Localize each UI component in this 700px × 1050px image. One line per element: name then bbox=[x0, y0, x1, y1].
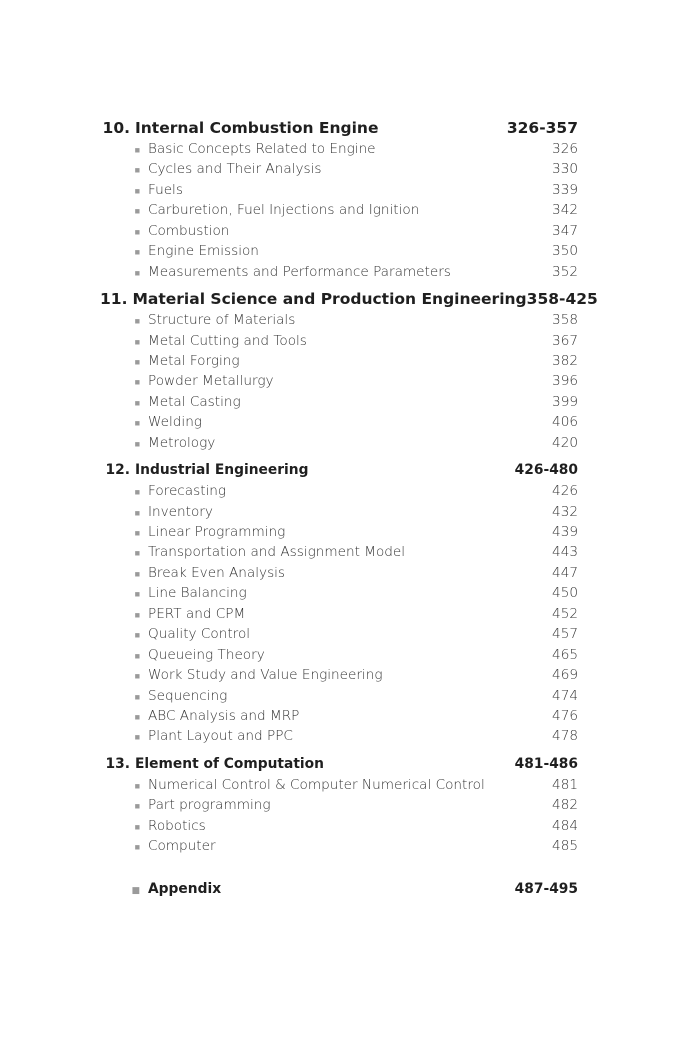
entry-page: 432 bbox=[552, 503, 578, 520]
toc-entry[interactable] bbox=[100, 241, 578, 261]
toc-entry[interactable] bbox=[100, 563, 578, 583]
entry-page: 426 bbox=[552, 483, 578, 500]
entry-page: 447 bbox=[552, 564, 578, 581]
entry-title: Forecasting bbox=[148, 483, 227, 500]
toc-entry[interactable] bbox=[100, 726, 578, 746]
entry-title: PERT and CPM bbox=[148, 605, 246, 622]
entry-title: Part programming bbox=[148, 797, 271, 814]
toc-entry[interactable] bbox=[100, 686, 578, 706]
bullet-icon: ■ bbox=[134, 712, 140, 723]
bullet-icon: ■ bbox=[134, 488, 140, 499]
entry-title: Combustion bbox=[148, 222, 230, 239]
entry-title: Structure of Materials bbox=[148, 312, 296, 329]
entry-title: Transportation and Assignment Model bbox=[148, 544, 406, 561]
entry-title: Inventory bbox=[148, 503, 213, 520]
bullet-icon: ■ bbox=[134, 227, 140, 238]
bullet-icon: ■ bbox=[134, 357, 140, 368]
chapter-page-range: 481-486 bbox=[514, 755, 578, 772]
entry-page: 452 bbox=[552, 605, 578, 622]
entry-page: 342 bbox=[552, 202, 578, 219]
entry-page: 406 bbox=[552, 414, 578, 431]
bullet-icon: ■ bbox=[134, 631, 140, 642]
bullet-icon: ■ bbox=[134, 268, 140, 279]
entry-title: Robotics bbox=[148, 817, 206, 834]
bullet-icon: ■ bbox=[134, 439, 140, 450]
bullet-icon: ■ bbox=[134, 781, 140, 792]
bullet-icon: ■ bbox=[134, 378, 140, 389]
bullet-icon: ■ bbox=[134, 398, 140, 409]
entry-page: 443 bbox=[552, 544, 578, 561]
entry-page: 439 bbox=[552, 524, 578, 540]
bullet-icon: ■ bbox=[131, 885, 140, 896]
toc-entry[interactable] bbox=[100, 412, 578, 432]
bullet-icon: ■ bbox=[134, 337, 140, 348]
entry-title: Metal Casting bbox=[148, 393, 241, 410]
bullet-icon: ■ bbox=[134, 590, 140, 601]
toc-entry[interactable] bbox=[100, 371, 578, 391]
chapter-heading[interactable] bbox=[100, 117, 578, 139]
toc-entry[interactable] bbox=[100, 200, 578, 220]
bullet-icon: ■ bbox=[134, 672, 140, 683]
entry-page: 396 bbox=[552, 373, 578, 390]
bullet-icon: ■ bbox=[134, 248, 140, 259]
chapter-number: 10. bbox=[102, 119, 130, 137]
entry-page: 469 bbox=[552, 667, 578, 684]
entry-title: Line Balancing bbox=[148, 585, 247, 602]
chapter-page-range: 426-480 bbox=[514, 462, 578, 479]
entry-title: Welding bbox=[148, 414, 202, 431]
toc-entry[interactable] bbox=[100, 351, 578, 371]
appendix-entry[interactable] bbox=[100, 879, 578, 899]
toc-entry[interactable] bbox=[100, 542, 578, 562]
entry-title: Linear Programming bbox=[148, 524, 286, 540]
bullet-icon: ■ bbox=[134, 317, 140, 328]
entry-page: 484 bbox=[552, 817, 578, 834]
entry-page: 485 bbox=[552, 838, 578, 855]
toc-entry[interactable] bbox=[100, 262, 578, 282]
chapter-number: 12. bbox=[105, 462, 130, 479]
toc-entry[interactable] bbox=[100, 583, 578, 603]
appendix-page-range: 487-495 bbox=[514, 880, 578, 897]
entry-title: Break Even Analysis bbox=[148, 564, 286, 581]
toc-entry[interactable] bbox=[100, 836, 578, 856]
entry-title: Metal Cutting and Tools bbox=[148, 332, 307, 349]
entry-page: 481 bbox=[552, 776, 578, 793]
entry-title: ABC Analysis and MRP bbox=[148, 707, 300, 724]
entry-page: 399 bbox=[552, 393, 578, 410]
toc-entry[interactable] bbox=[100, 433, 578, 453]
chapter-heading[interactable] bbox=[100, 753, 578, 775]
toc-entry[interactable] bbox=[100, 180, 578, 200]
toc-entry[interactable] bbox=[100, 665, 578, 685]
entry-title: Cycles and Their Analysis bbox=[148, 161, 322, 178]
table-of-contents bbox=[100, 117, 598, 899]
chapter-number: 13. bbox=[105, 755, 130, 772]
entry-page: 474 bbox=[552, 687, 578, 704]
entry-title: Sequencing bbox=[148, 687, 228, 704]
bullet-icon: ■ bbox=[134, 529, 140, 539]
bullet-icon: ■ bbox=[134, 843, 140, 854]
toc-entry[interactable] bbox=[100, 645, 578, 665]
bullet-icon: ■ bbox=[134, 186, 140, 197]
appendix-title: Appendix bbox=[148, 880, 222, 897]
toc-entry[interactable] bbox=[100, 310, 578, 330]
bullet-icon: ■ bbox=[134, 610, 140, 621]
bullet-icon: ■ bbox=[134, 207, 140, 218]
entry-page: 465 bbox=[552, 646, 578, 663]
entry-page: 476 bbox=[552, 707, 578, 724]
entry-page: 482 bbox=[552, 797, 578, 814]
entry-title: Basic Concepts Related to Engine bbox=[148, 141, 376, 157]
entry-page: 420 bbox=[552, 434, 578, 451]
entry-title: Metrology bbox=[148, 434, 216, 451]
entry-title: Fuels bbox=[148, 181, 183, 198]
bullet-icon: ■ bbox=[134, 802, 140, 813]
toc-entry[interactable] bbox=[100, 522, 578, 542]
entry-page: 457 bbox=[552, 626, 578, 643]
entry-page: 339 bbox=[552, 181, 578, 198]
bullet-icon: ■ bbox=[134, 146, 140, 156]
toc-entry[interactable] bbox=[100, 481, 578, 501]
chapter-page-range: 326-357 bbox=[506, 119, 578, 137]
bullet-icon: ■ bbox=[134, 733, 140, 744]
entry-title: Metal Forging bbox=[148, 352, 240, 369]
entry-title: Queueing Theory bbox=[148, 646, 265, 663]
entry-page: 358 bbox=[552, 312, 578, 329]
bullet-icon: ■ bbox=[134, 692, 140, 703]
entry-page: 352 bbox=[552, 263, 578, 280]
entry-page: 326 bbox=[552, 141, 578, 157]
bullet-icon: ■ bbox=[134, 166, 140, 177]
toc-entry[interactable] bbox=[100, 139, 578, 159]
bullet-icon: ■ bbox=[134, 508, 140, 519]
toc-entry[interactable] bbox=[100, 502, 578, 522]
entry-title: Carburetion, Fuel Injections and Ignition bbox=[148, 202, 420, 219]
bullet-icon: ■ bbox=[134, 419, 140, 430]
toc-entry[interactable] bbox=[100, 624, 578, 644]
toc-entry[interactable] bbox=[100, 706, 578, 726]
entry-title: Measurements and Performance Parameters bbox=[148, 263, 451, 280]
entry-page: 347 bbox=[552, 222, 578, 239]
chapter-title: Element of Computation bbox=[135, 755, 324, 772]
entry-title: Engine Emission bbox=[148, 243, 259, 260]
entry-page: 350 bbox=[552, 243, 578, 260]
entry-page: 330 bbox=[552, 161, 578, 178]
toc-entry[interactable] bbox=[100, 392, 578, 412]
entry-title: Quality Control bbox=[148, 626, 251, 643]
entry-title: Computer bbox=[148, 838, 216, 855]
toc-entry[interactable] bbox=[100, 795, 578, 815]
toc-entry[interactable] bbox=[100, 604, 578, 624]
chapter-page-range: 358-425 bbox=[526, 290, 598, 309]
toc-entry[interactable] bbox=[100, 159, 578, 179]
entry-page: 367 bbox=[552, 332, 578, 349]
bullet-icon: ■ bbox=[134, 822, 140, 833]
chapter-number: 11. bbox=[100, 290, 128, 309]
toc-entry[interactable] bbox=[100, 221, 578, 241]
chapter-heading[interactable] bbox=[100, 288, 598, 310]
entry-title: Powder Metallurgy bbox=[148, 373, 274, 390]
chapter-title: Material Science and Production Engineering bbox=[132, 290, 527, 309]
bullet-icon: ■ bbox=[134, 569, 140, 580]
toc-entry[interactable] bbox=[100, 816, 578, 836]
entry-page: 450 bbox=[552, 585, 578, 602]
chapter-title: Internal Combustion Engine bbox=[135, 119, 379, 137]
chapter-title: Industrial Engineering bbox=[135, 462, 309, 479]
bullet-icon: ■ bbox=[134, 549, 140, 560]
entry-page: 382 bbox=[552, 352, 578, 369]
toc-entry[interactable] bbox=[100, 775, 578, 795]
entry-title: Numerical Control & Computer Numerical Control bbox=[148, 776, 485, 793]
entry-title: Work Study and Value Engineering bbox=[148, 667, 383, 684]
chapter-heading[interactable] bbox=[100, 459, 578, 481]
entry-title: Plant Layout and PPC bbox=[148, 728, 293, 745]
entry-page: 478 bbox=[552, 728, 578, 745]
bullet-icon: ■ bbox=[134, 651, 140, 662]
toc-entry[interactable] bbox=[100, 331, 578, 351]
